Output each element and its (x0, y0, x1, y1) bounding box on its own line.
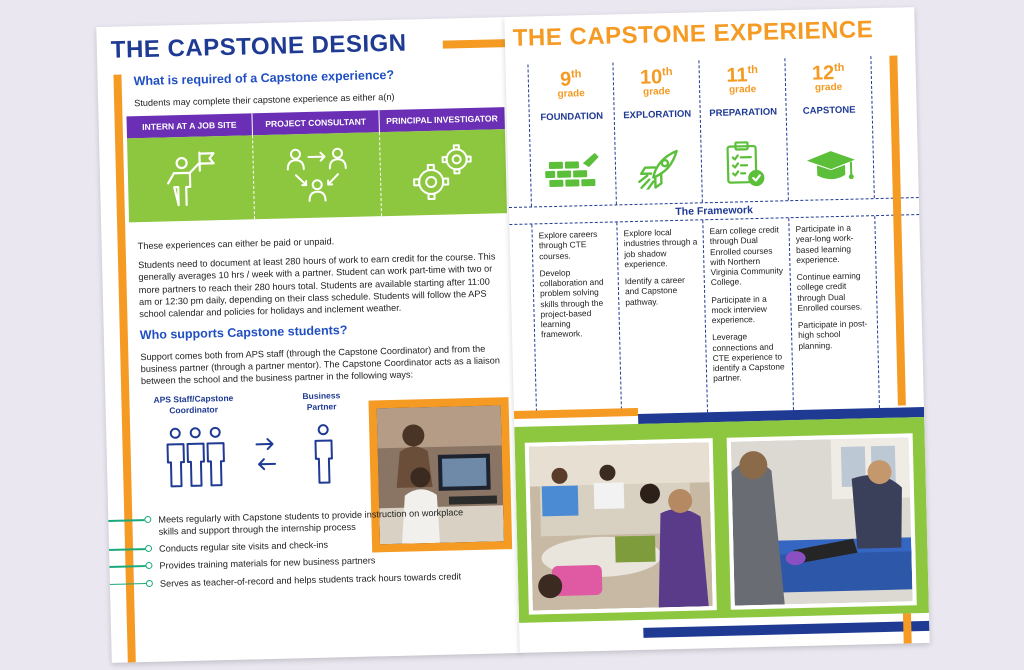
grade-number: 9 (559, 68, 572, 91)
requirement-heading: What is required of a Capstone experience? (133, 67, 395, 89)
option-intern-cell (127, 135, 255, 222)
right-accent-bar-horizontal (514, 408, 638, 419)
grade-table (505, 55, 918, 207)
experience-options (126, 107, 507, 240)
person-flag-icon (161, 148, 220, 209)
grade-12-column (785, 56, 874, 200)
option-investigator-label: PRINCIPAL INVESTIGATOR (386, 113, 498, 127)
grade-11-column (699, 58, 788, 202)
bullet-dot-icon (146, 579, 153, 586)
framework-item: Explore local industries through a job shadow experience. (623, 227, 698, 269)
framework-columns (531, 216, 880, 416)
exchange-arrows-icon (254, 436, 277, 473)
framework-item: Continue earning college credit through Dual Enrolled courses. (796, 270, 863, 313)
framework-item: Participate in a mock interview experience. (711, 293, 768, 326)
grade-word: grade (642, 86, 671, 98)
framework-item: Earn college credit through Dual Enrolled courses with Northern Virginia Community College. (709, 224, 784, 288)
grade-10-column (613, 60, 702, 204)
bullet-dot-icon (145, 562, 152, 569)
experience-title: THE CAPSTONE EXPERIENCE (512, 16, 874, 52)
grade-9-column (527, 62, 616, 206)
therapy-photo-frame (727, 433, 917, 609)
orange-bottom-bar (903, 613, 912, 643)
navy-bottom-bar (643, 621, 929, 638)
framework-grade-12 (789, 216, 880, 410)
framework-heading: The Framework (509, 197, 919, 225)
rocket-icon (636, 149, 681, 190)
left-bottom-accent (127, 612, 136, 662)
support-heading: Who supports Capstone students? (139, 323, 348, 343)
support-text: Support comes both from APS staff (through the Capstone Coordinator) and from the business partner (through a partner mentor). The Capstone Coordinator acts as a liaison between the school and the business partner in the following ways: (140, 343, 501, 387)
framework-item: Participate in post-high school planning. (797, 318, 868, 351)
team-exchange-icon (281, 144, 352, 208)
bricks-trowel-icon (545, 151, 602, 188)
duty-text: Meets regularly with Capstone students to provide instruction on workplace skills and support through the internship process (158, 507, 464, 537)
staff-group-icon (160, 425, 232, 491)
coordinator-duties-list (144, 506, 486, 595)
framework-item: Leverage connections and CTE experience to identify a Capstone partner. (712, 331, 785, 384)
right-page (504, 7, 929, 653)
grade-number: 12 (811, 62, 835, 85)
grade-word: grade (728, 83, 757, 96)
classroom-photo-frame (525, 438, 717, 615)
grade-word: grade (814, 81, 843, 94)
grade-suffix: th (833, 61, 845, 75)
left-page (96, 17, 521, 663)
framework-item: Identify a career and Capstone pathway. (624, 274, 685, 307)
option-consultant-label: PROJECT CONSULTANT (253, 110, 380, 135)
duty-text: Serves as teacher-of-record and helps students track hours towards credit (159, 570, 462, 589)
graduation-cap-icon (804, 149, 857, 184)
framework-item: Develop collaboration and problem solving skills through the project-based learning framework. (539, 267, 604, 340)
grade-columns (505, 55, 918, 207)
grade-suffix: th (747, 63, 759, 77)
classroom-photo (529, 442, 713, 610)
grade-word: grade (557, 88, 585, 100)
duty-text: Conducts regular site visits and check-ins (158, 539, 329, 555)
options-icons (127, 129, 507, 222)
duty-item (146, 569, 486, 589)
grade-suffix: th (570, 68, 582, 81)
bullet-dot-icon (144, 516, 151, 523)
staff-label: APS Staff/Capstone Coordinator (153, 393, 234, 416)
framework-grade-11 (703, 218, 794, 412)
grade-stage: FOUNDATION (540, 110, 604, 124)
duty-item (144, 506, 484, 539)
grade-suffix: th (661, 66, 673, 79)
classroom-scene-image (529, 442, 713, 610)
therapy-photo (731, 437, 913, 605)
support-section (140, 319, 501, 387)
partner-label: Business Partner (302, 390, 341, 412)
grade-stage: EXPLORATION (623, 108, 692, 122)
title-accent-bar (443, 39, 507, 49)
framework-grade-10 (617, 220, 708, 414)
checklist-clipboard-icon (724, 141, 765, 188)
therapy-scene-image (731, 437, 913, 605)
grade-number: 11 (726, 64, 748, 87)
bullet-dot-icon (145, 545, 152, 552)
framework-item: Explore careers through CTE courses. (538, 228, 598, 261)
photo-panel (514, 417, 929, 623)
partner-person-icon (310, 423, 338, 488)
framework-grade-9 (531, 222, 622, 416)
gears-icon (408, 139, 478, 207)
design-title: THE CAPSTONE DESIGN (110, 29, 407, 64)
grade-number: 10 (639, 66, 663, 89)
framework-item: Participate in a year-long work-based learning experience. (795, 222, 854, 265)
duty-text: Provides training materials for new business partners (159, 555, 376, 572)
grade-stage: PREPARATION (709, 106, 778, 120)
option-consultant-cell (253, 132, 381, 219)
grade-stage: CAPSTONE (802, 104, 856, 117)
option-investigator-cell (380, 129, 507, 216)
intro-text: Students may complete their capstone experience as either a(n) (134, 91, 395, 109)
hours-text: Students need to document at least 280 hours of work to earn credit for the course. This generally averages 10 hrs / week with a partner. Student can work part-time with two or more partners to reach their 280 hours total. Students are available starting after 11:00 am or 12:30 pm daily, depending on their class schedule. Students will follow the APS school calendar and policies for holidays and inclement weather. (138, 251, 496, 319)
option-intern-label: INTERN AT A JOB SITE (126, 113, 253, 138)
paid-text: These experiences can either be paid or unpaid. (137, 236, 335, 252)
